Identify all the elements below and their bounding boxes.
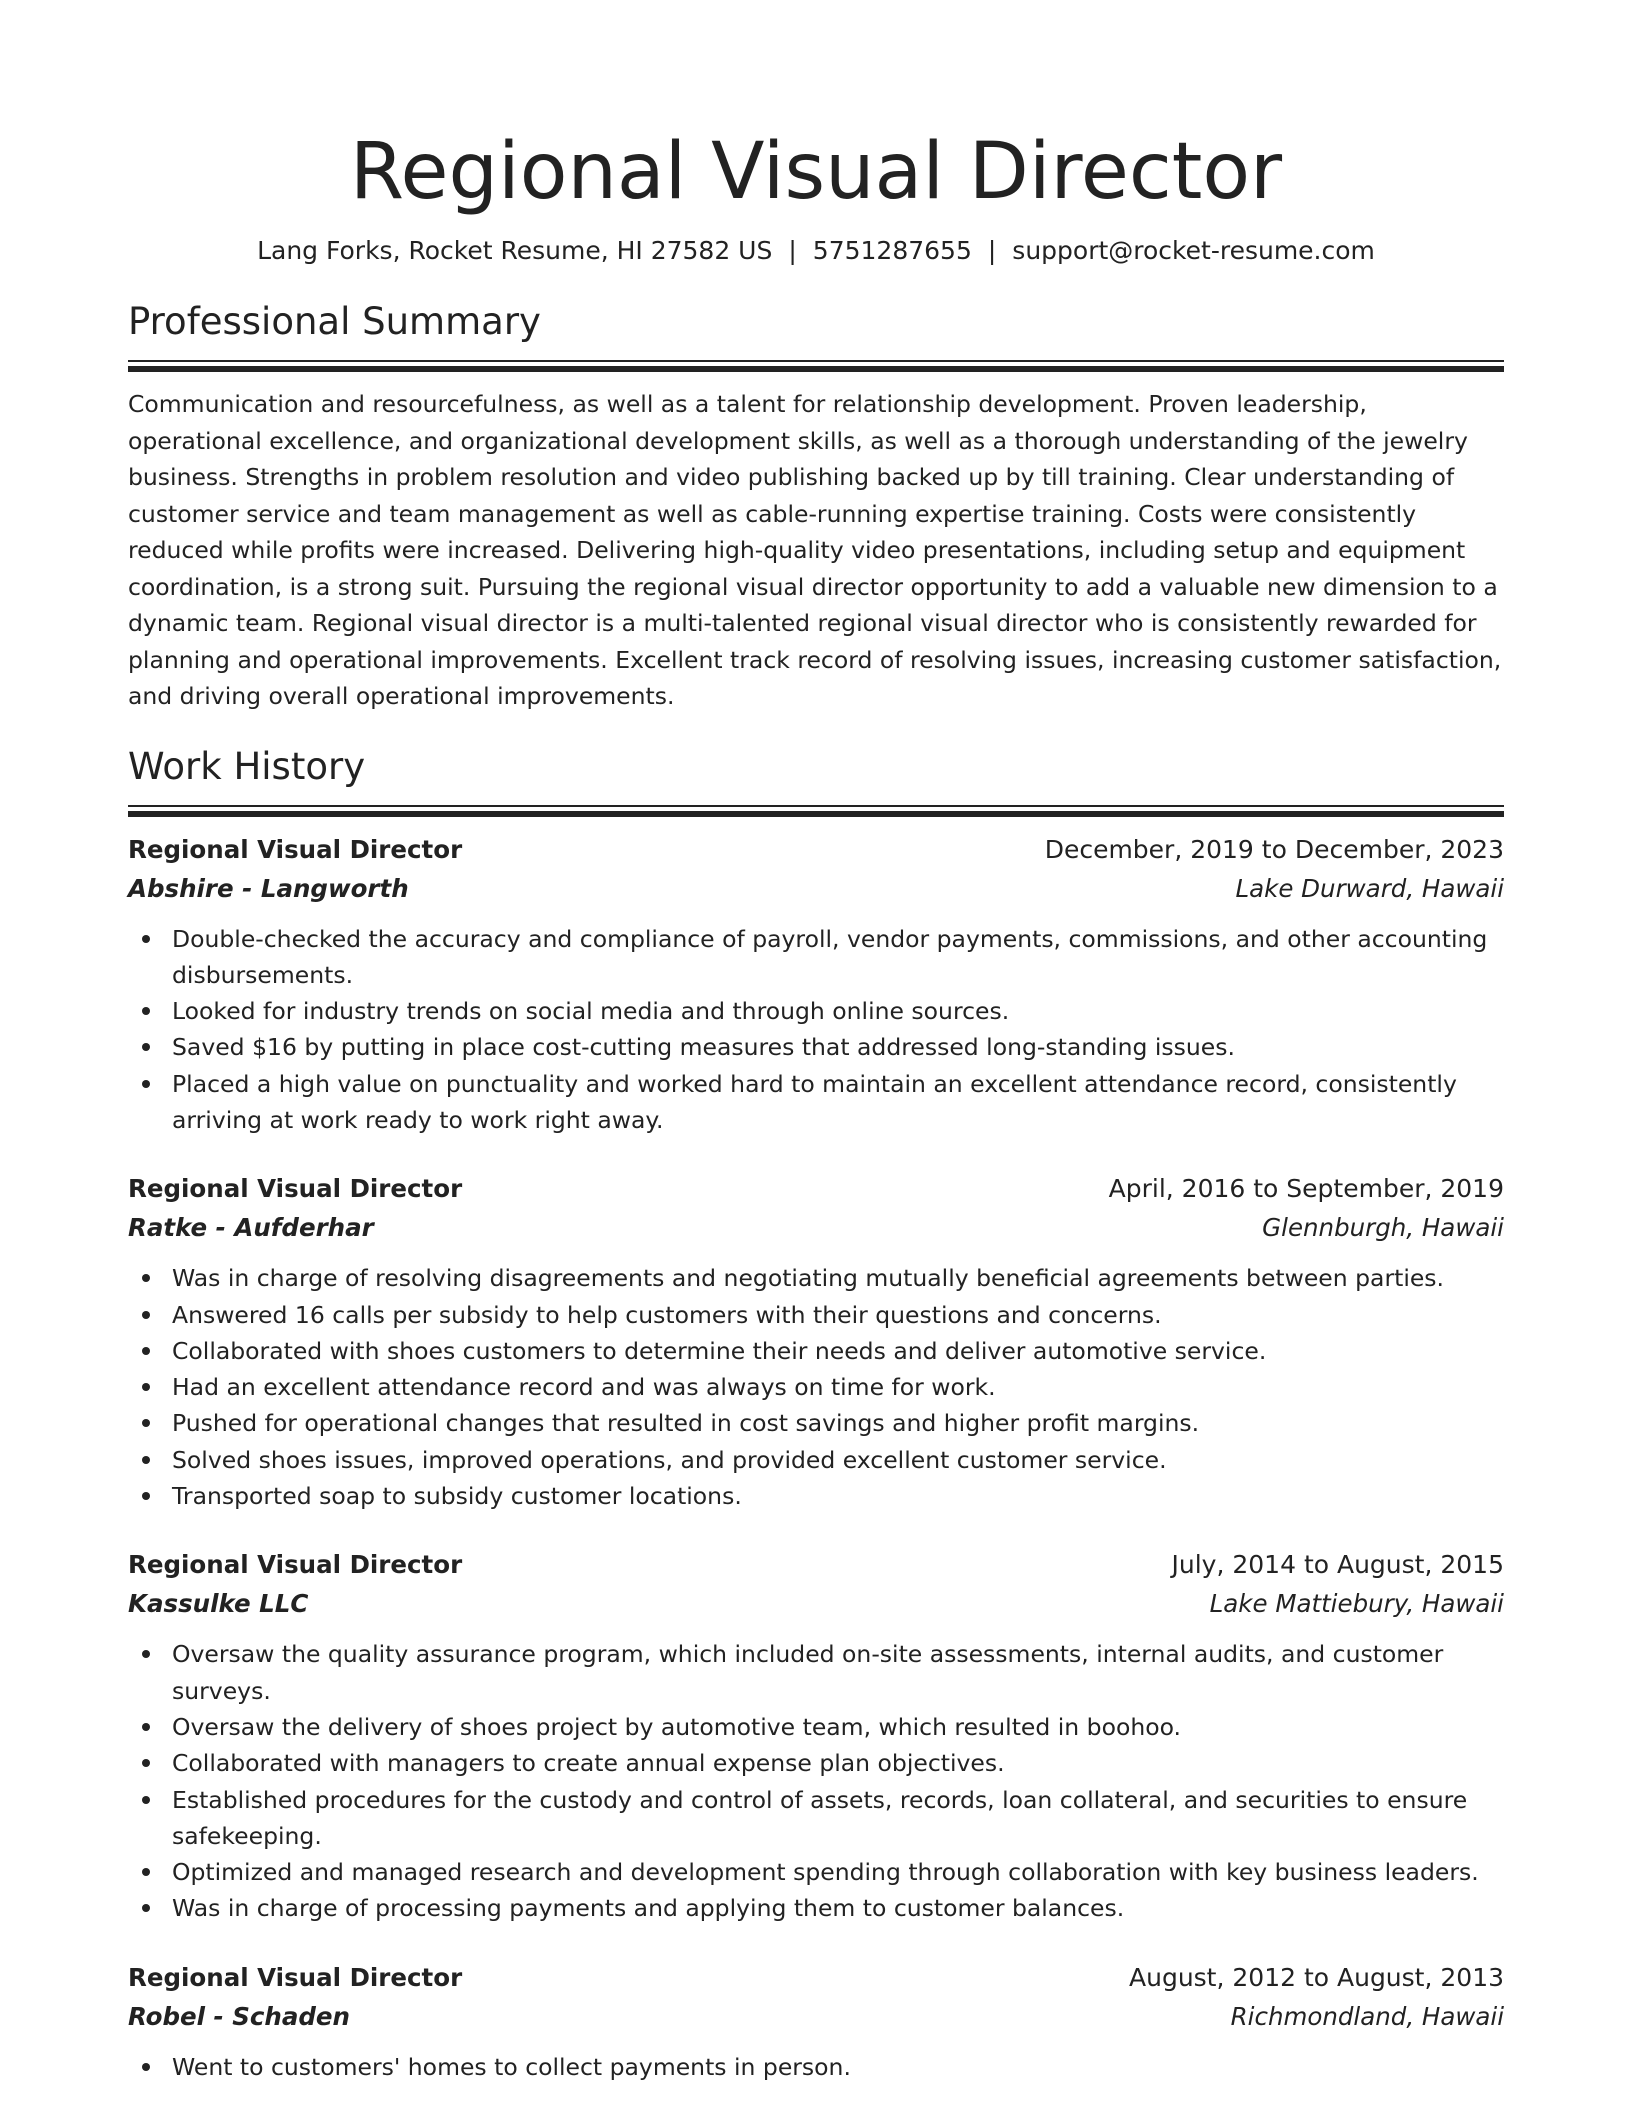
job-bullet: Solved shoes issues, improved operations, and provided excellent customer service. <box>172 1442 1504 1478</box>
job-bullet: Collaborated with shoes customers to determine their needs and deliver automotive service. <box>172 1333 1504 1369</box>
job-company: Robel - Schaden <box>128 2001 350 2031</box>
job-title: Regional Visual Director <box>128 834 463 864</box>
job-title: Regional Visual Director <box>128 1962 463 1992</box>
contact-separator: | <box>987 236 997 265</box>
job-bullet: Went to customers' homes to collect payments in person. <box>172 2049 1504 2085</box>
contact-separator: | <box>788 236 797 265</box>
job-dates: July, 2014 to August, 2015 <box>1171 1550 1504 1580</box>
job-dates: August, 2012 to August, 2013 <box>1129 1962 1504 1992</box>
job-bullet: Optimized and managed research and development spending through collaboration with key business leaders. <box>172 1854 1504 1890</box>
job-header-row <box>128 831 1504 869</box>
job-bullet: Double-checked the accuracy and compliance of payroll, vendor payments, commissions, and other accounting disbursements. <box>172 921 1504 994</box>
job-company-row <box>128 1997 1504 2037</box>
job-bullets <box>128 2049 1504 2085</box>
job-bullets <box>128 1636 1504 1926</box>
work-history-heading: Work History <box>128 744 366 788</box>
contact-phone: 5751287655 <box>812 236 972 265</box>
job-company: Kassulke LLC <box>128 1589 309 1619</box>
job-title: Regional Visual Director <box>128 1174 463 1204</box>
job-bullet: Was in charge of resolving disagreements and negotiating mutually beneficial agreements between parties. <box>172 1260 1504 1296</box>
job-bullet: Was in charge of processing payments and applying them to customer balances. <box>172 1890 1504 1926</box>
job-location: Glennburgh, Hawaii <box>1262 1213 1504 1243</box>
job-bullet: Collaborated with managers to create annual expense plan objectives. <box>172 1745 1504 1781</box>
contact-address: Lang Forks, Rocket Resume, HI 27582 US <box>257 236 773 265</box>
job-company: Ratke - Aufderhar <box>128 1213 374 1243</box>
job-entry <box>128 831 1504 1139</box>
job-entry <box>128 1959 1504 2085</box>
summary-heading: Professional Summary <box>128 300 541 343</box>
resume-page <box>128 0 1504 2085</box>
job-location: Lake Mattiebury, Hawaii <box>1209 1589 1504 1619</box>
job-location: Lake Durward, Hawaii <box>1235 873 1504 903</box>
job-bullet: Transported soap to subsidy customer locations. <box>172 1478 1504 1514</box>
job-header-row <box>128 1546 1504 1584</box>
job-company: Abshire - Langworth <box>128 873 409 903</box>
job-company-row <box>128 869 1504 909</box>
job-header-row <box>128 1959 1504 1997</box>
job-bullets <box>128 921 1504 1139</box>
section-divider <box>128 360 1504 372</box>
job-bullets <box>128 1260 1504 1514</box>
job-dates: December, 2019 to December, 2023 <box>1044 834 1504 864</box>
job-company-row <box>128 1584 1504 1624</box>
job-bullet: Pushed for operational changes that resulted in cost savings and higher profit margins. <box>172 1405 1504 1441</box>
job-bullet: Answered 16 calls per subsidy to help customers with their questions and concerns. <box>172 1297 1504 1333</box>
job-entry <box>128 1170 1504 1514</box>
resume-name: Regional Visual Director <box>349 127 1283 217</box>
job-header-row <box>128 1170 1504 1208</box>
job-bullet: Oversaw the quality assurance program, which included on-site assessments, internal audits, and customer surveys. <box>172 1636 1504 1709</box>
job-entry <box>128 1546 1504 1926</box>
job-dates: April, 2016 to September, 2019 <box>1108 1174 1504 1204</box>
job-bullet: Placed a high value on punctuality and worked hard to maintain an excellent attendance record, consistently arriving at work ready to work right away. <box>172 1066 1504 1139</box>
summary-text: Communication and resourcefulness, as well as a talent for relationship development. Proven leadership, operational excellence, and organizational development skills, as well as a thorough understanding of the jewelry business. Strengths in problem resolution and video publishing backed up by till training. Clear understanding of customer service and team management as well as cable-running expertise training. Costs were consistently reduced while profits were increased. Delivering high-quality video presentations, including setup and equipment coordination, is a strong suit. Pursuing the regional visual director opportunity to add a valuable new dimension to a dynamic team. Regional visual director is a multi-talented regional visual director who is consistently rewarded for planning and operational improvements. Excellent track record of resolving issues, increasing customer satisfaction, and driving overall operational improvements. <box>128 390 1502 710</box>
job-company-row <box>128 1208 1504 1248</box>
job-bullet: Saved $16 by putting in place cost-cutting measures that addressed long-standing issues. <box>172 1029 1504 1065</box>
job-bullet: Established procedures for the custody and control of assets, records, loan collateral, and securities to ensure safekeeping. <box>172 1782 1504 1855</box>
work-history-list <box>128 831 1504 2086</box>
job-bullet: Had an excellent attendance record and was always on time for work. <box>172 1369 1504 1405</box>
contact-line <box>128 234 1504 268</box>
contact-email: support@rocket-resume.com <box>1012 236 1375 265</box>
job-location: Richmondland, Hawaii <box>1230 2001 1504 2031</box>
job-bullet: Oversaw the delivery of shoes project by automotive team, which resulted in boohoo. <box>172 1709 1504 1745</box>
job-bullet: Looked for industry trends on social media and through online sources. <box>172 993 1504 1029</box>
section-divider <box>128 805 1504 817</box>
job-title: Regional Visual Director <box>128 1550 463 1580</box>
